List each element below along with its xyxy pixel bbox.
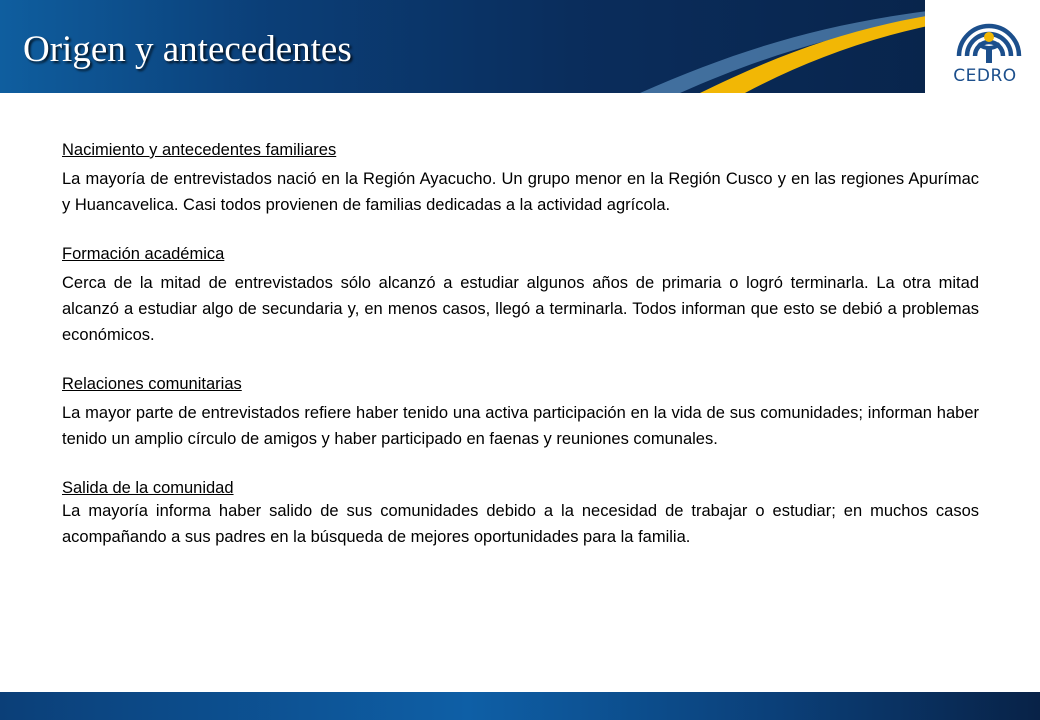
section-nacimiento bbox=[62, 140, 979, 218]
section-text: La mayor parte de entrevistados refiere haber tenido una activa participación en la vida de sus comunidades; informan haber tenido un amplio círculo de amigos y haber participado en faenas y reuniones comunales. bbox=[62, 404, 979, 448]
section-text: La mayoría de entrevistados nació en la Región Ayacucho. Un grupo menor en la Región Cusco y en las regiones Apurímac y Huancavelica. Casi todos provienen de familias dedicadas a la actividad agrícola. bbox=[62, 170, 979, 214]
section-relaciones bbox=[62, 374, 979, 452]
section-heading: Nacimiento y antecedentes familiares bbox=[62, 141, 337, 159]
slide-content bbox=[62, 140, 979, 550]
section-heading: Formación académica bbox=[62, 245, 225, 263]
section-text: La mayoría informa haber salido de sus comunidades debido a la necesidad de trabajar o estudiar; en muchos casos acompañando a sus padres en la búsqueda de mejores oportunidades para la familia. bbox=[62, 502, 979, 546]
section-heading: Salida de la comunidad bbox=[62, 479, 234, 497]
page-title: Origen y antecedentes bbox=[23, 29, 352, 70]
section-salida bbox=[62, 478, 979, 550]
logo-text: CEDRO bbox=[953, 66, 1017, 86]
section-formacion bbox=[62, 244, 979, 348]
logo bbox=[925, 0, 1040, 93]
slide-header bbox=[0, 0, 1040, 93]
section-text: Cerca de la mitad de entrevistados sólo alcanzó a estudiar algunos años de primaria o logró terminarla. La otra mitad alcanzó a estudiar algo de secundaria y, en menos casos, llegó a terminarla. Todos informan que esto se debió a problemas económicos. bbox=[62, 274, 979, 344]
slide-footer bbox=[0, 692, 1040, 720]
section-heading: Relaciones comunitarias bbox=[62, 375, 242, 393]
